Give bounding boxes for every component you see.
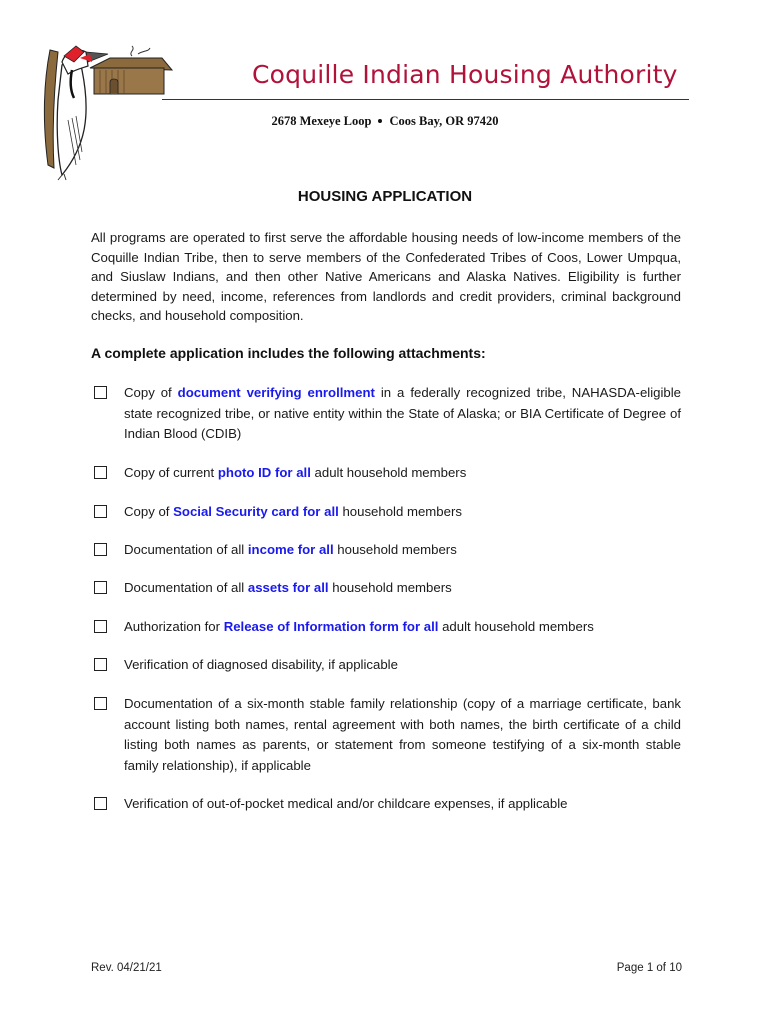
checkbox[interactable] xyxy=(94,697,107,710)
highlight-text: assets for all xyxy=(247,580,329,595)
highlight-text: document verifying enrollment xyxy=(177,385,375,400)
document-title: HOUSING APPLICATION xyxy=(297,188,473,205)
attachment-text: Verification of out-of-pocket medical and/or childcare expenses, if applicable xyxy=(124,796,568,811)
attachments-heading: A complete application includes the following attachments: xyxy=(91,345,486,361)
checkbox[interactable] xyxy=(94,543,107,556)
bullet-separator-icon xyxy=(378,119,382,123)
address-street: 2678 Mexeye Loop xyxy=(271,114,372,128)
header-divider xyxy=(162,99,689,100)
revision-date: Rev. 04/21/21 xyxy=(91,962,162,974)
highlight-text: income for all xyxy=(247,542,334,557)
intro-paragraph: All programs are operated to first serve the affordable housing needs of low-income members of the Coquille Indian Tribe, then to serve members of the Confederated Tribes of Coos, Lower Umpqua, and Siuslaw Indians, and then other Native Americans and Alaska Natives. Eligibility is further determined by need, income, references from landlords and credit providers, criminal background checks, and household composition. xyxy=(91,230,681,323)
attachment-text: Copy of Social Security card for all household members xyxy=(124,504,462,519)
attachment-text: Documentation of all assets for all household members xyxy=(124,580,452,595)
attachment-text: Copy of document verifying enrollment in a federally recognized tribe, NAHASDA-eligible state recognized tribe, or native entity within the State of Alaska; or BIA Certificate of Degree of Indian Blood (CDIB) xyxy=(124,385,681,441)
highlight-text: photo ID for all xyxy=(217,465,311,480)
woodpecker-logo-icon xyxy=(40,40,175,182)
attachment-text: Copy of current photo ID for all adult household members xyxy=(124,465,467,480)
checkbox[interactable] xyxy=(94,797,107,810)
attachment-text: Verification of diagnosed disability, if applicable xyxy=(124,657,398,672)
checkbox[interactable] xyxy=(94,620,107,633)
checkbox[interactable] xyxy=(94,658,107,671)
checkbox[interactable] xyxy=(94,581,107,594)
attachment-text: Documentation of a six-month stable family relationship (copy of a marriage certificate, bank account listing both names, rental agreement with both names, the birth certificate of a child listing both names as parents, or statement from someone testifying of a six-month stable family relationship), if applicable xyxy=(124,696,681,773)
highlight-text: Release of Information form for all xyxy=(223,619,439,634)
checkbox[interactable] xyxy=(94,386,107,399)
highlight-text: Social Security card for all xyxy=(173,504,339,519)
organization-title: Coquille Indian Housing Authority xyxy=(252,60,678,89)
attachment-text: Documentation of all income for all household members xyxy=(124,542,457,557)
organization-address xyxy=(0,114,770,129)
checkbox[interactable] xyxy=(94,505,107,518)
page-number: Page 1 of 10 xyxy=(616,962,682,974)
checkbox[interactable] xyxy=(94,466,107,479)
attachment-text: Authorization for Release of Information form for all adult household members xyxy=(124,619,594,634)
address-city: Coos Bay, OR 97420 xyxy=(389,114,499,128)
